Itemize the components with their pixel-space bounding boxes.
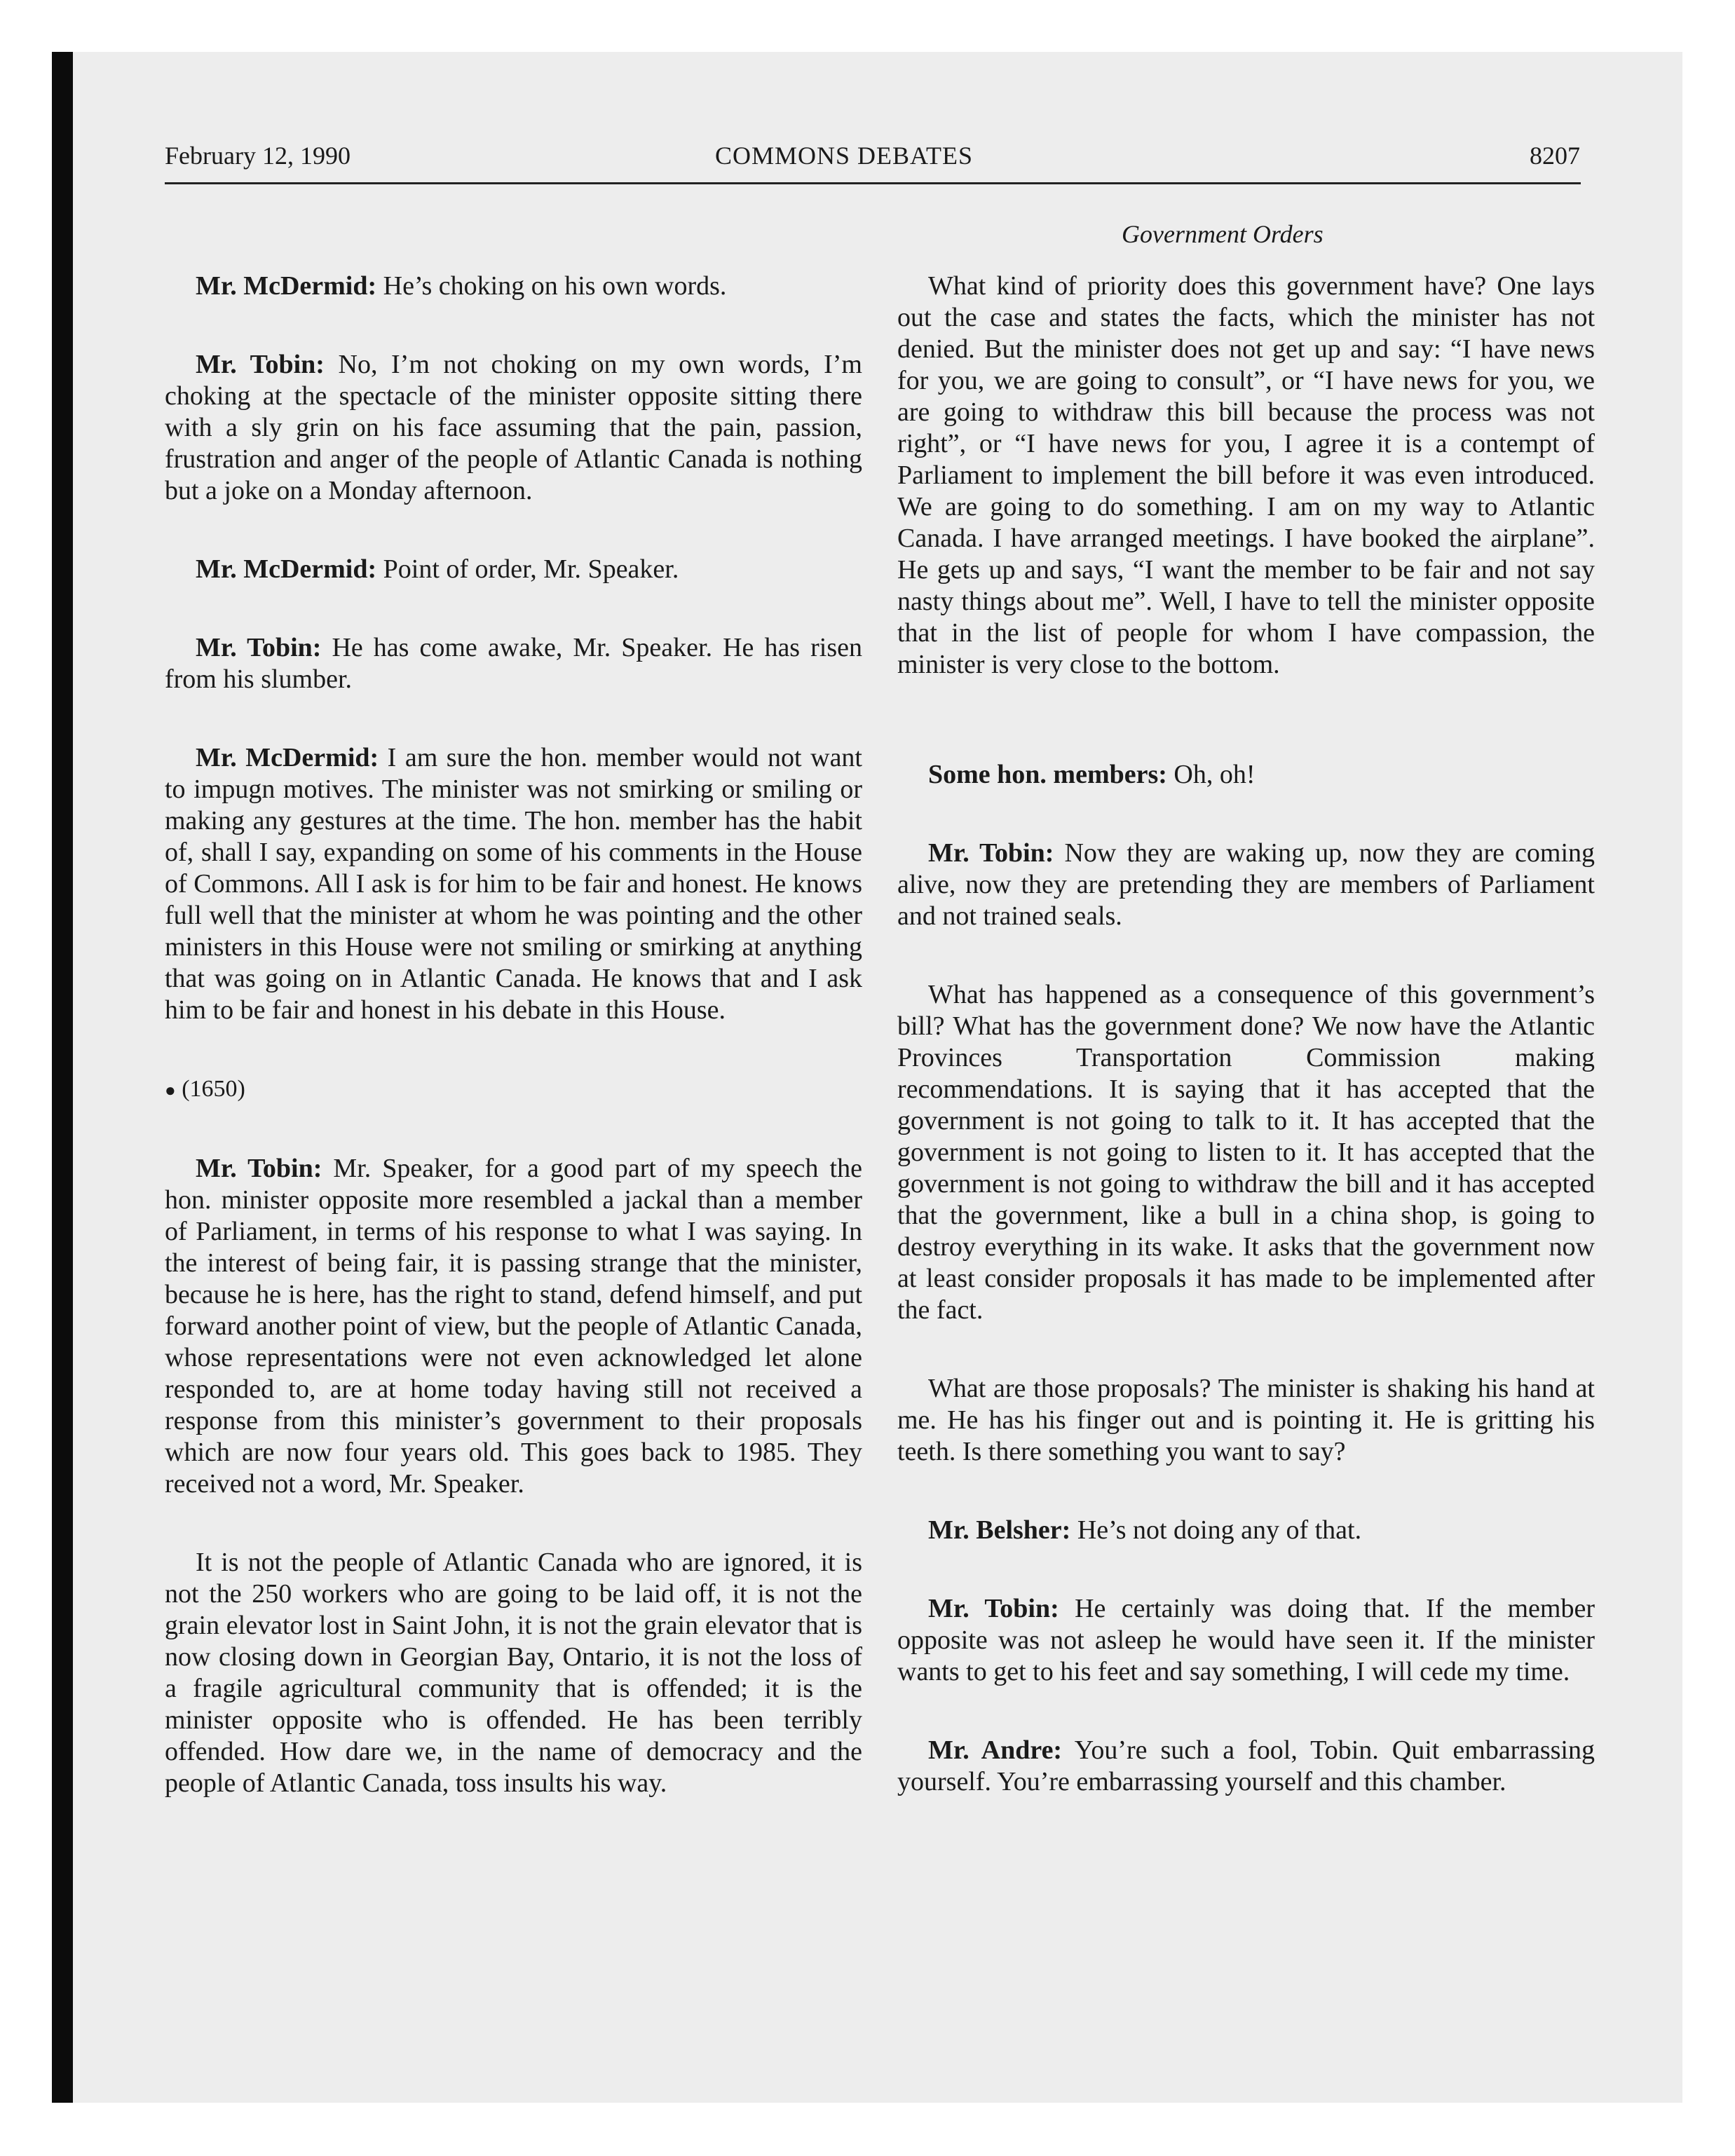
speech-paragraph xyxy=(165,271,862,302)
speaker-name: Mr. McDermid: xyxy=(196,743,379,772)
speech-text: It is not the people of Atlantic Canada who are ignored, it is not the 250 workers who are going to be laid off, it is not the grain elevator lost in Saint John, it is not the grain elevator that is now closing down in Georgian Bay, Ontario, it is not the loss of a fragile agricultural community that is offended; it is the minister opposite who is offended. He has been terribly offended. How dare we, in the name of democracy and the people of Atlantic Canada, toss insults his way. xyxy=(165,1548,862,1798)
speaker-name: Mr. Andre: xyxy=(928,1735,1063,1765)
speech-text: What has happened as a consequence of this government’s bill? What has the government done? We now have the Atlantic Provinces Transportation Commission making recommendations. It is saying that it has accepted that the government is not going to talk to it. It has accepted that the government is not going to listen to it. It has accepted that the government is not going to withdraw the bill and it has accepted that the government, like a bull in a china shop, is going to destroy everything in its wake. It asks that the government now at least consider proposals it has made to be implemented after the fact. xyxy=(897,980,1595,1325)
speech-text: What are those proposals? The minister is shaking his hand at me. He has his finger out and is pointing it. He is gritting his teeth. Is there something you want to say? xyxy=(897,1374,1595,1466)
header-title: COMMONS DEBATES xyxy=(715,142,974,170)
speaker-name: Mr. Tobin: xyxy=(196,1154,322,1183)
speech-paragraph xyxy=(897,271,1595,681)
speech-text: Now they are waking up, now they are coming alive, now they are pretending they are members of Parliament and not trained seals. xyxy=(897,838,1595,931)
speech-text: Oh, oh! xyxy=(1166,760,1256,789)
speaker-name: Mr. Tobin: xyxy=(928,838,1054,868)
speaker-name: Mr. Tobin: xyxy=(928,1594,1059,1623)
right-column xyxy=(897,271,1595,1798)
speech-text: He’s not doing any of that. xyxy=(1070,1515,1362,1545)
speech-paragraph xyxy=(165,1547,862,1799)
speech-text: He certainly was doing that. If the member opposite was not asleep he would have seen it. If the minister wants to get to his feet and say something, I will cede my time. xyxy=(897,1594,1595,1686)
time-marker-text: (1650) xyxy=(182,1076,245,1102)
speaker-name: Mr. Tobin: xyxy=(196,350,325,379)
speaker-name: Some hon. members: xyxy=(928,760,1167,789)
speech-paragraph xyxy=(165,632,862,695)
speech-text: He has come awake, Mr. Speaker. He has risen from his slumber. xyxy=(165,633,862,694)
speech-paragraph xyxy=(165,1153,862,1500)
left-column xyxy=(165,271,862,1799)
speech-text: You’re such a fool, Tobin. Quit embarrassing yourself. You’re embarrassing yourself and this chamber. xyxy=(897,1735,1595,1796)
speaker-name: Mr. McDermid: xyxy=(196,554,377,584)
speech-paragraph xyxy=(165,742,862,1026)
page-number: 8207 xyxy=(1530,142,1580,170)
speech-paragraph xyxy=(897,1735,1595,1798)
speech-text: Point of order, Mr. Speaker. xyxy=(376,554,679,584)
speech-paragraph xyxy=(897,759,1595,791)
speaker-name: Mr. Belsher: xyxy=(928,1515,1071,1545)
header-date: February 12, 1990 xyxy=(165,142,351,170)
speech-text: I am sure the hon. member would not want to impugn motives. The minister was not smirking or smiling or making any gestures at the time. The hon. member has the habit of, shall I say, expanding on some of his comments in the House of Commons. All I ask is for him to be fair and honest. He knows full well that the minister at whom he was pointing and the other ministers in this House were not smiling or smirking at anything that was going on in Atlantic Canada. He knows that and I ask him to be fair and honest in his debate in this House. xyxy=(165,743,862,1025)
speech-paragraph xyxy=(897,1515,1595,1546)
time-marker xyxy=(165,1073,862,1106)
speech-paragraph xyxy=(897,1593,1595,1688)
speech-paragraph xyxy=(165,349,862,507)
speech-text: He’s choking on his own words. xyxy=(376,271,727,301)
section-title: Government Orders xyxy=(1122,220,1324,248)
header-rule xyxy=(165,182,1581,184)
bullet-icon: ● xyxy=(165,1080,176,1100)
speech-text: No, I’m not choking on my own words, I’m choking at the spectacle of the minister opposite sitting there with a sly grin on his face assuming that the pain, passion, frustration and anger of the people of Atlantic Canada is nothing but a joke on a Monday afternoon. xyxy=(165,350,862,505)
speaker-name: Mr. McDermid: xyxy=(196,271,377,301)
speech-paragraph xyxy=(897,838,1595,932)
speech-text: What kind of priority does this government have? One lays out the case and states the facts, which the minister has not denied. But the minister does not get up and say: “I have news for you, we are going to consult”, or “I have news for you, we are going to withdraw this bill because the process was not right”, or “I have news for you, I agree it is a contempt of Parliament to implement the bill before it was even introduced. We are going to do something. I am on my way to Atlantic Canada. I have arranged meetings. I have booked the airplane”. He gets up and says, “I want the member to be fair and not say nasty things about me”. Well, I have to tell the minister opposite that in the list of people for whom I have compassion, the minister is very close to the bottom. xyxy=(897,271,1595,679)
speech-paragraph xyxy=(165,554,862,585)
speech-text: Mr. Speaker, for a good part of my speech the hon. minister opposite more resembled a jackal than a member of Parliament, in terms of his response to what I was saying. In the interest of being fair, it is passing strange that the minister, because he is here, has the right to stand, defend himself, and put forward another point of view, but the people of Atlantic Canada, whose representations were not even acknowledged let alone responded to, are at home today having still not received a response from this minister’s government to their proposals which are now four years old. This goes back to 1985. They received not a word, Mr. Speaker. xyxy=(165,1154,862,1499)
speech-paragraph xyxy=(897,979,1595,1326)
speech-paragraph xyxy=(897,1373,1595,1468)
binding-edge xyxy=(52,52,73,2103)
speaker-name: Mr. Tobin: xyxy=(196,633,322,662)
